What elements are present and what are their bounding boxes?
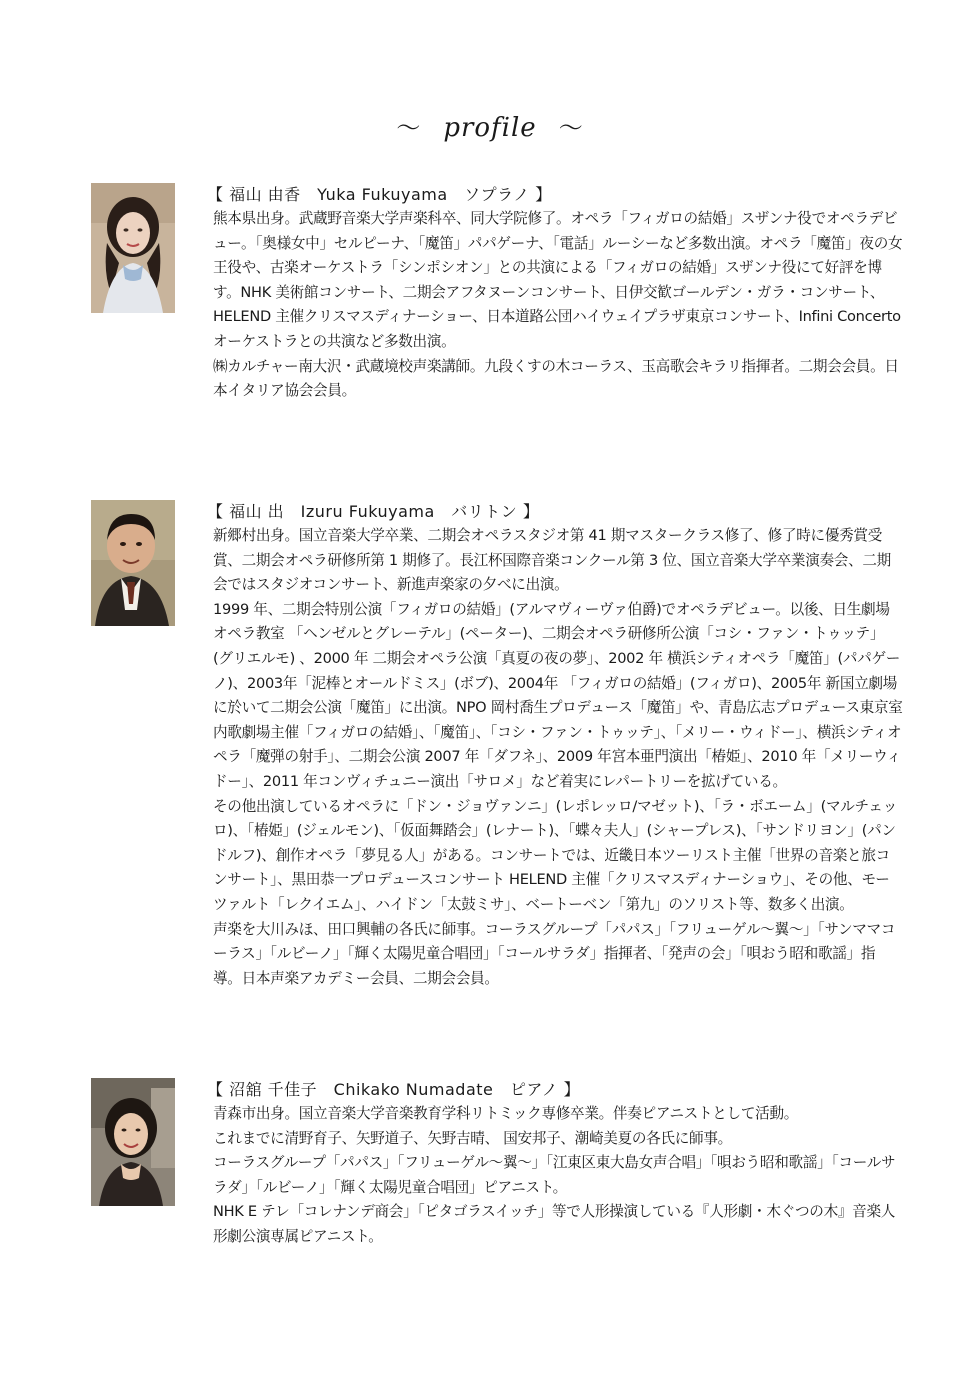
profile-heading: 【 福山 出 Izuru Fukuyama バリトン 】 (207, 502, 540, 521)
profile-paragraph: 新郷村出身。国立音楽大学卒業、二期会オペラスタジオ第 41 期マスタークラス修了、修了時に優秀賞受賞、二期会オペラ研修所第 1 期修了。長江杯国際音楽コンクール第 3 位、国立音楽大学卒業演奏会、二期会ではスタジオコンサート、新進声楽家の夕べに出演。 (213, 527, 891, 594)
portrait-photo-yuka (91, 183, 175, 313)
page-title (0, 108, 980, 143)
portrait-photo-chikako (91, 1078, 175, 1206)
profile-heading: 【 沼舘 千佳子 Chikako Numadate ピアノ 】 (207, 1080, 581, 1099)
profile-paragraph: 熊本県出身。武蔵野音楽大学声楽科卒、同大学院修了。オペラ「フィガロの結婚」スザンナ役でオペラデビュー。「奥様女中」セルピーナ、「魔笛」パパゲーナ、「電話」ルーシーなど多数出演。オペラ「魔笛」夜の女王役や、古楽オーケストラ「シンポシオン」との共演による「フィガロの結婚」スザンナ役にて好評を博す。NHK 美術館コンサート、二期会アフタヌーンコンサート、日伊交歓ゴールデン・ガラ・コンサート、HELEND 主催クリスマスディナーショー、日本道路公団ハイウェイプラザ東京コンサート、Infini Concerto オーケストラとの共演など多数出演。 (213, 210, 903, 350)
title-tilde-right: ～ (558, 114, 584, 142)
profile-heading: 【 福山 由香 Yuka Fukuyama ソプラノ 】 (207, 185, 552, 204)
title-text: profile (443, 113, 537, 143)
profile-paragraph: 声楽を大川みほ、田口興輔の各氏に師事。コーラスグループ「パパス」「フリューゲル～翼～」「サンママコーラス」「ルビーノ」「輝く太陽児童合唱団」「コールサラダ」指揮者、「発声の会」「唄おう昭和歌謡」指導。日本声楽アカデミー会員、二期会会員。 (213, 920, 896, 987)
profile-paragraph: その他出演しているオペラに「ドン・ジョヴァンニ」(レポレッロ/マゼット)、「ラ・ボエーム」(マルチェッロ)、「椿姫」(ジェルモン)、「仮面舞踏会」(レナート)、「蝶々夫人」(シャープレス)、「サンドリヨン」(パンドルフ)、創作オペラ「夢見る人」がある。コンサートでは、近畿日本ツーリスト主催「世界の音楽と旅コンサート」、黒田恭一プロデュースコンサート HELEND 主催「クリスマスディナーショウ」、その他、モーツァルト「レクイエム」、ハイドン「太鼓ミサ」、ベートーベン「第九」のソリスト等、数多く出演。 (213, 797, 897, 913)
profile-paragraph: NHK E テレ「コレナンデ商会」「ピタゴラスイッチ」等で人形操演している『人形劇・木ぐつの木』音楽人形劇公演専属ピアニスト。 (213, 1203, 896, 1245)
profile-paragraph: コーラスグループ「パパス」「フリューゲル～翼～」「江東区東大島女声合唱」「唄おう昭和歌謡」「コールサラダ」「ルビーノ」「輝く太陽児童合唱団」ピアニスト。 (213, 1154, 896, 1196)
profile-paragraph: ㈱カルチャー南大沢・武蔵境校声楽講師。九段くすの木コーラス、玉高歌会キラリ指揮者。二期会会員。日本イタリア協会会員。 (213, 357, 899, 400)
profile-paragraph: 1999 年、二期会特別公演「フィガロの結婚」(アルマヴィーヴァ伯爵)でオペラデビュー。以後、日生劇場オペラ教室 「ヘンゼルとグレーテル」(ペーター)、二期会オペラ研修所公演「コシ・ファン・トゥッテ」(グリエルモ) 、2000 年 二期会オペラ公演「真夏の夜の夢」、2002 年 横浜シティオペラ「魔笛」(パパゲーノ)、2003年「泥棒とオールドミス」(ボブ)、2004年 「フィガロの結婚」(フィガロ)、2005年 新国立劇場に於いて二期会公演「魔笛」に出演。NPO 岡村喬生プロデュース「魔笛」や、青島広志プロデュース東京室内歌劇場主催「フィガロの結婚」、「魔笛」、「コシ・ファン・トゥッテ」、「メリー・ウィドー」、横浜シティオペラ「魔弾の射手」、二期会公演 2007 年「ダフネ」、2009 年宮本亜門演出「椿姫」、2010 年「メリーウィドー」、2011 年コンヴィチュニー演出「サロメ」など着実にレパートリーを拡げている。 (213, 600, 903, 790)
portrait-photo-izuru (91, 500, 175, 626)
profile-paragraph: これまでに清野育子、矢野道子、矢野吉晴、 国安邦子、潮崎美夏の各氏に師事。 (213, 1129, 732, 1147)
profile-paragraph: 青森市出身。国立音楽大学音楽教育学科リトミック専修卒業。伴奏ピアニストとして活動。 (213, 1105, 799, 1122)
title-tilde-left: ～ (396, 114, 422, 142)
